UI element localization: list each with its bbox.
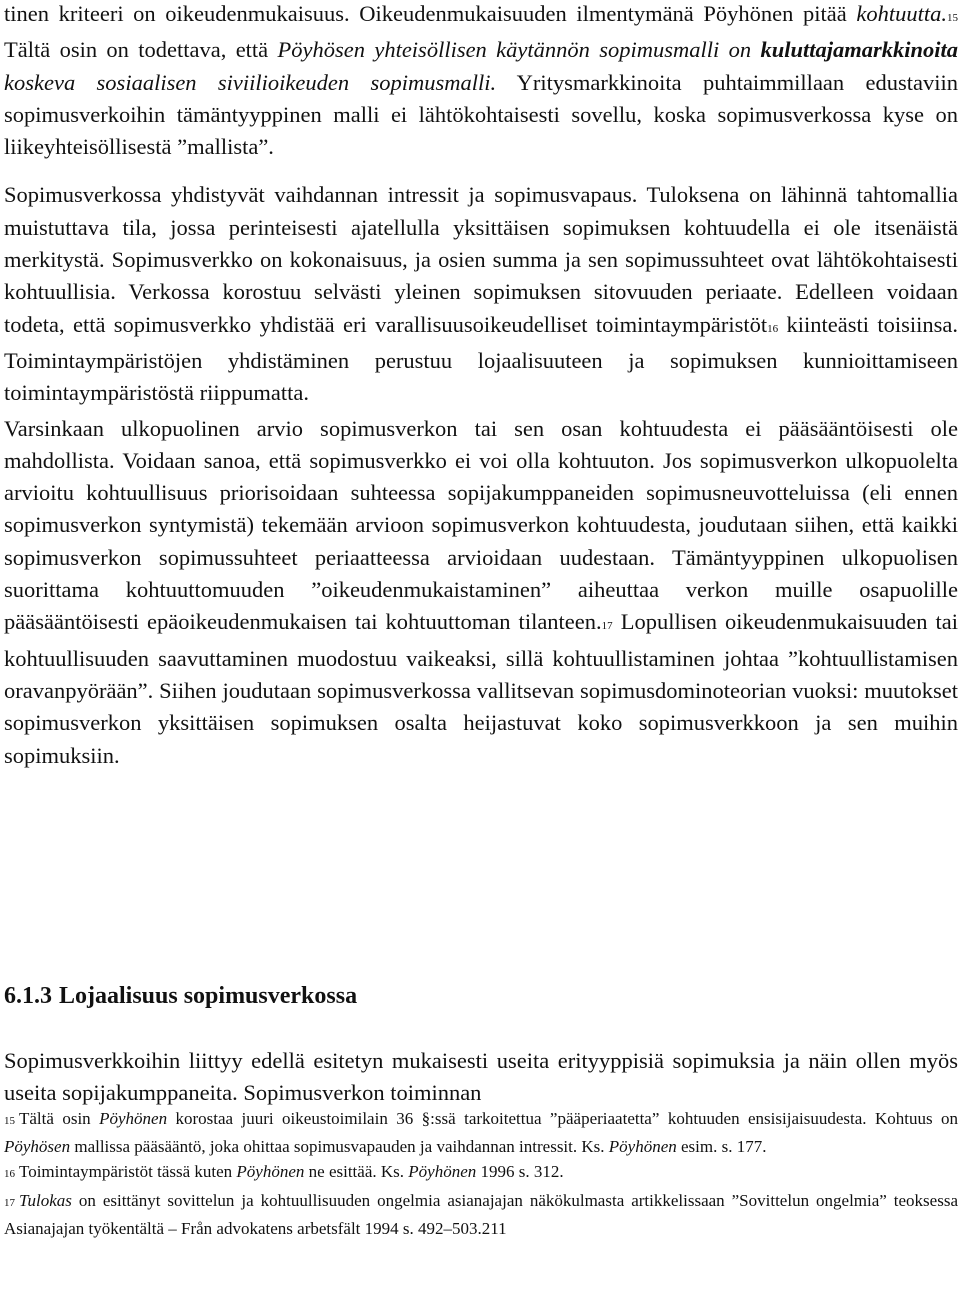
footnote-16-author-b: Pöyhönen	[408, 1162, 477, 1182]
paragraph-4	[4, 1045, 958, 1110]
footnote-number-17: 17	[4, 1196, 15, 1209]
paragraph-1-text-b: Tältä osin on todettava, että	[4, 37, 278, 63]
footnote-number-15: 15	[4, 1115, 15, 1127]
paragraph-2-text-b: kiinteästi toisiinsa. Toimintaympäristöjen yhdistäminen perustuu lojaalisuuteen ja sopimuksen kunnioittamiseen toimintaympäristöstä riippumatta.	[4, 311, 958, 406]
footnote-15-text-c: mallissa pääsääntö, joka ohittaa sopimusvapauden ja vaihdannan intressit. Ks.	[70, 1137, 609, 1157]
footnote-17-author: Tulokas	[19, 1190, 72, 1210]
footnote-16-text-b: ne esittää. Ks.	[304, 1162, 409, 1182]
emphasis-kuluttajamarkkinoita: kuluttajamarkkinoita	[760, 37, 958, 63]
footnote-ref-15[interactable]: 15	[947, 12, 958, 24]
paragraph-1	[4, 0, 958, 163]
footnote-ref-16[interactable]: 16	[767, 322, 779, 335]
paragraph-1-text-c: Yritysmarkkinoita puhtaimmillaan edustaviin sopimusverkoihin tämäntyyppinen malli ei lähtökohtaisesti sovellu, koska sopimusverkossa kyse on liikeyhteisöllisestä ”mallista”.	[4, 69, 958, 160]
footnote-16	[4, 1159, 958, 1187]
emphasis-siviilioikeuden: koskeva sosiaalisen siviilioikeuden sopimusmalli.	[4, 69, 497, 95]
footnote-16-author-a: Pöyhönen	[236, 1162, 305, 1182]
page-number: 211	[481, 1218, 507, 1238]
main-text	[4, 0, 958, 772]
paragraph-3	[4, 413, 958, 772]
footnote-ref-17[interactable]: 17	[601, 620, 613, 633]
paragraph-3-text-a: Varsinkaan ulkopuolinen arvio sopimusverkon tai sen osan kohtuudesta ei pääsääntöisesti ole mahdollista. Voidaan sanoa, että sopimusverkko ei voi olla kohtuuton. Jos sopimusverkon ulkopuolelta arvioitu kohtuullisuus priorisoidaan suhteessa sopijakumppaneiden sopimusneuvotteluissa (eli ennen sopimusverkon syntymistä) tekemään arvioon sopimusverkon kohtuudesta, joudutaan siihen, että kaikki sopimusverkon sopimussuhteet periaatteessa arvioidaan uudestaan. Tämäntyyppinen ulkopuolisen suorittama kohtuuttomuuden ”oikeudenmukaistaminen” aiheuttaa verkon muille osapuolille pääsääntöisesti epäoikeudenmukaisen tai kohtuuttoman tilanteen.	[4, 415, 958, 635]
footnote-15-author-a: Pöyhönen	[99, 1109, 168, 1128]
footnote-17	[4, 1188, 958, 1241]
footnote-15-text-a: Tältä osin	[19, 1109, 100, 1128]
footnote-15-author-c: Pöyhönen	[608, 1137, 677, 1157]
paragraph-2-text-a: Sopimusverkossa yhdistyvät vaihdannan intressit ja sopimusvapaus. Tuloksena on lähinnä tahtomallia muistuttava tila, jossa perinteisesti ajatellulla yksittäisen sopimuksen kohtuudella ei ole itsenäistä merkitystä. Sopimusverkko on kokonaisuus, ja osien summa ja sen sopimussuhteet ovat lähtökohtaisesti kohtuullisia. Verkossa korostuu selvästi yleinen sopimuksen sitovuuden periaate. Edelleen voidaan todeta, että sopimusverkko yhdistää eri varallisuusoikeudelliset toimintaympäristöt	[4, 182, 958, 337]
footnote-15-text-d: esim. s. 177.	[676, 1137, 767, 1157]
section-text	[4, 1045, 958, 1110]
footnote-16-text-c: 1996 s. 312.	[476, 1162, 564, 1182]
footnote-17-text: on esittänyt sovittelun ja kohtuullisuuden ongelmia asianajajan näkökulmasta artikkelissaan ”Sovittelun ongelmia” teoksessa Asianajajan työkentältä – Från advokatens arbetsfält 1994 s. 492–503.	[4, 1190, 958, 1238]
paragraph-2	[4, 179, 958, 409]
footnote-15	[4, 1106, 958, 1159]
footnote-number-16: 16	[4, 1168, 15, 1181]
emphasis-poyhosen-model: Pöyhösen yhteisöllisen käytännön sopimusmalli on	[277, 37, 761, 63]
paragraph-1-text-a: tinen kriteeri on oikeudenmukaisuus. Oikeudenmukaisuuden ilmentymänä Pöyhönen pitää	[4, 1, 857, 26]
section-number: 6.1.3	[4, 983, 52, 1009]
footnote-15-text-b: korostaa juuri oikeustoimilain 36 §:ssä tarkoitettua ”pääperiaatetta” kohtuuden ensisijaisuudesta. Kohtuus on	[167, 1109, 958, 1128]
footnotes	[4, 1106, 958, 1241]
paragraph-3-text-b: Lopullisen oikeudenmukaisuuden tai kohtuullisuuden saavuttaminen muodostuu vaikeaksi, sillä kohtuullistaminen johtaa ”kohtuullistamisen oravanpyörään”. Siihen joudutaan sopimusverkossa vallitsevan sopimusdominoteorian vuoksi: muutokset sopimusverkon yksittäisen sopimuksen osalta heijastuvat koko sopimusverkkoon ja sen muihin sopimuksiin.	[4, 609, 958, 768]
section-heading	[4, 983, 357, 1010]
footnote-15-author-b: Pöyhösen	[4, 1137, 71, 1157]
footnote-16-text-a: Toimintaympäristöt tässä kuten	[19, 1162, 237, 1182]
paragraph-4-text: Sopimusverkkoihin liittyy edellä esitetyn mukaisesti useita erityyppisiä sopimuksia ja näin ollen myös useita sopijakumppaneita. Sopimusverkon toiminnan	[4, 1048, 958, 1106]
section-title: Lojaalisuus sopimusverkossa	[59, 983, 358, 1009]
emphasis-kohtuutta: kohtuutta.	[856, 1, 947, 26]
